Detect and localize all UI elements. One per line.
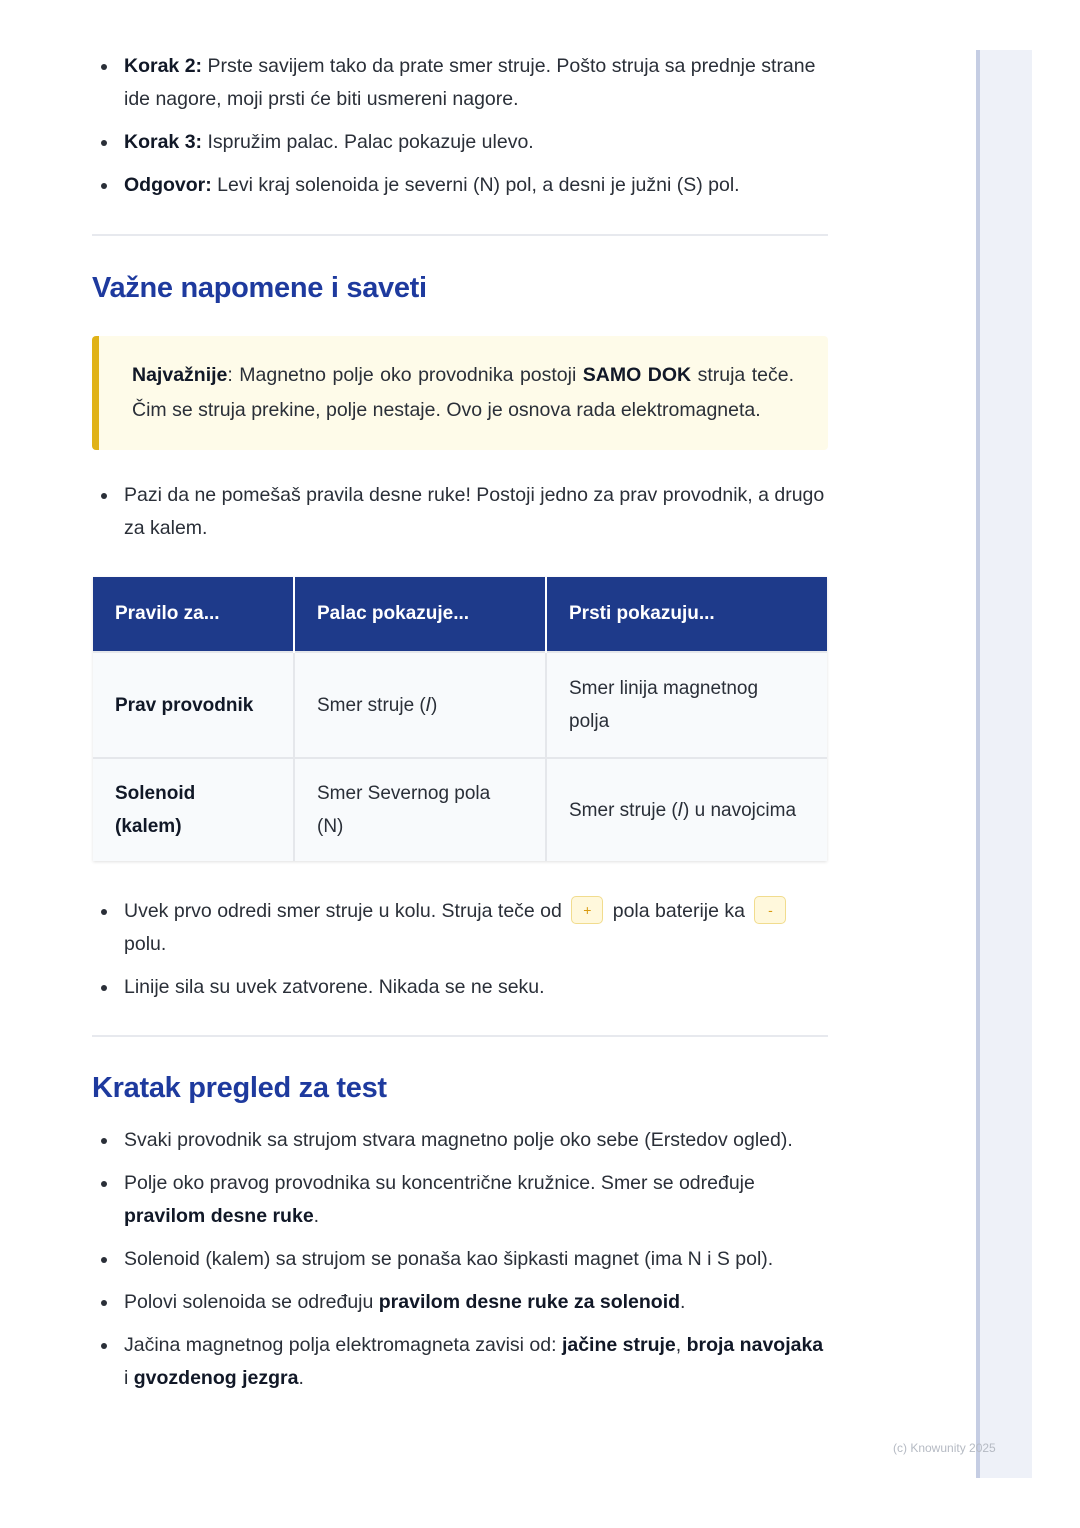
list-item: Linije sila su uvek zatvorene. Nikada se ne seku. xyxy=(92,971,828,1004)
callout-emphasis: SAMO DOK xyxy=(582,364,692,386)
list-item xyxy=(92,895,828,961)
step-label: Korak 3: xyxy=(124,131,203,153)
section-heading-tips: Važne napomene i saveti xyxy=(92,272,427,304)
item-text: pola baterije ka xyxy=(612,900,745,922)
copyright-watermark: (c) Knowunity 2025 xyxy=(893,1441,996,1455)
list-item xyxy=(92,1167,828,1233)
step-text: Prste savijem tako da prate smer struje. Pošto struja sa prednje strane ide nagore, moji prsti će biti usmereni nagore. xyxy=(124,55,816,110)
list-item xyxy=(92,169,828,202)
table-cell: Smer struje (𝐼) xyxy=(294,652,546,758)
item-text: . xyxy=(298,1367,304,1389)
list-item xyxy=(92,1286,828,1319)
callout-text: : Magnetno polje oko provodnika postoji xyxy=(227,364,583,386)
table-cell: Smer struje (𝐼) u navojcima xyxy=(546,758,827,861)
item-text: Polje oko pravog provodnika su koncentrične kružnice. Smer se određuje xyxy=(124,1172,755,1194)
table-header: Pravilo za... xyxy=(93,577,294,652)
item-emphasis: pravilom desne ruke za solenoid xyxy=(378,1291,681,1313)
table-cell: Smer linija magnetnog polja xyxy=(546,652,827,758)
table-row xyxy=(93,652,827,758)
item-text: , xyxy=(675,1334,687,1356)
item-emphasis: pravilom desne ruke xyxy=(124,1205,314,1227)
list-item xyxy=(92,1329,828,1395)
list-item xyxy=(92,50,828,116)
important-callout xyxy=(92,336,828,450)
tip-list xyxy=(92,895,828,1004)
tip-list xyxy=(92,479,828,545)
item-text: i xyxy=(124,1367,134,1389)
item-emphasis: jačine struje xyxy=(561,1334,676,1356)
plus-pole-badge: + xyxy=(571,896,603,924)
table-cell: Smer Severnog pola (N) xyxy=(294,758,546,861)
callout-label: Najvažnije xyxy=(132,364,228,386)
item-text: Polovi solenoida se određuju xyxy=(124,1291,379,1313)
table-header: Prsti pokazuju... xyxy=(546,577,827,652)
item-emphasis: gvozdenog jezgra xyxy=(133,1367,299,1389)
item-emphasis: broja navojaka xyxy=(686,1334,824,1356)
item-text: . xyxy=(313,1205,320,1227)
table-row xyxy=(93,758,827,861)
step-text: Ispružim palac. Palac pokazuje ulevo. xyxy=(202,131,534,153)
section-heading-summary: Kratak pregled za test xyxy=(92,1072,387,1104)
item-text: polu. xyxy=(124,933,167,955)
table-header: Palac pokazuje... xyxy=(294,577,546,652)
list-item: Svaki provodnik sa strujom stvara magnetno polje oko sebe (Erstedov ogled). xyxy=(92,1124,828,1157)
list-item: Pazi da ne pomešaš pravila desne ruke! Postoji jedno za prav provodnik, a drugo za kalem. xyxy=(92,479,828,545)
summary-list xyxy=(92,1124,828,1395)
item-text: Jačina magnetnog polja elektromagneta zavisi od: xyxy=(124,1334,562,1356)
list-item: Solenoid (kalem) sa strujom se ponaša kao šipkasti magnet (ima N i S pol). xyxy=(92,1243,828,1276)
table-cell: Prav provodnik xyxy=(93,652,294,758)
table-cell: Solenoid (kalem) xyxy=(93,758,294,861)
item-text: Uvek prvo odredi smer struje u kolu. Struja teče od xyxy=(124,900,562,922)
document-content xyxy=(92,50,828,1395)
step-label: Korak 2: xyxy=(124,55,203,77)
steps-list xyxy=(92,50,828,202)
callout-text: struja teče. Čim se struja prekine, polje nestaje. Ovo je osnova rada elektromagneta. xyxy=(132,364,795,421)
item-text: . xyxy=(680,1291,686,1313)
minus-pole-badge: - xyxy=(754,896,786,924)
page-sidebar xyxy=(976,50,1032,1478)
right-hand-rules-table xyxy=(93,577,827,861)
step-label: Odgovor: xyxy=(124,174,212,196)
list-item xyxy=(92,126,828,159)
step-text: Levi kraj solenoida je severni (N) pol, a desni je južni (S) pol. xyxy=(211,174,740,196)
